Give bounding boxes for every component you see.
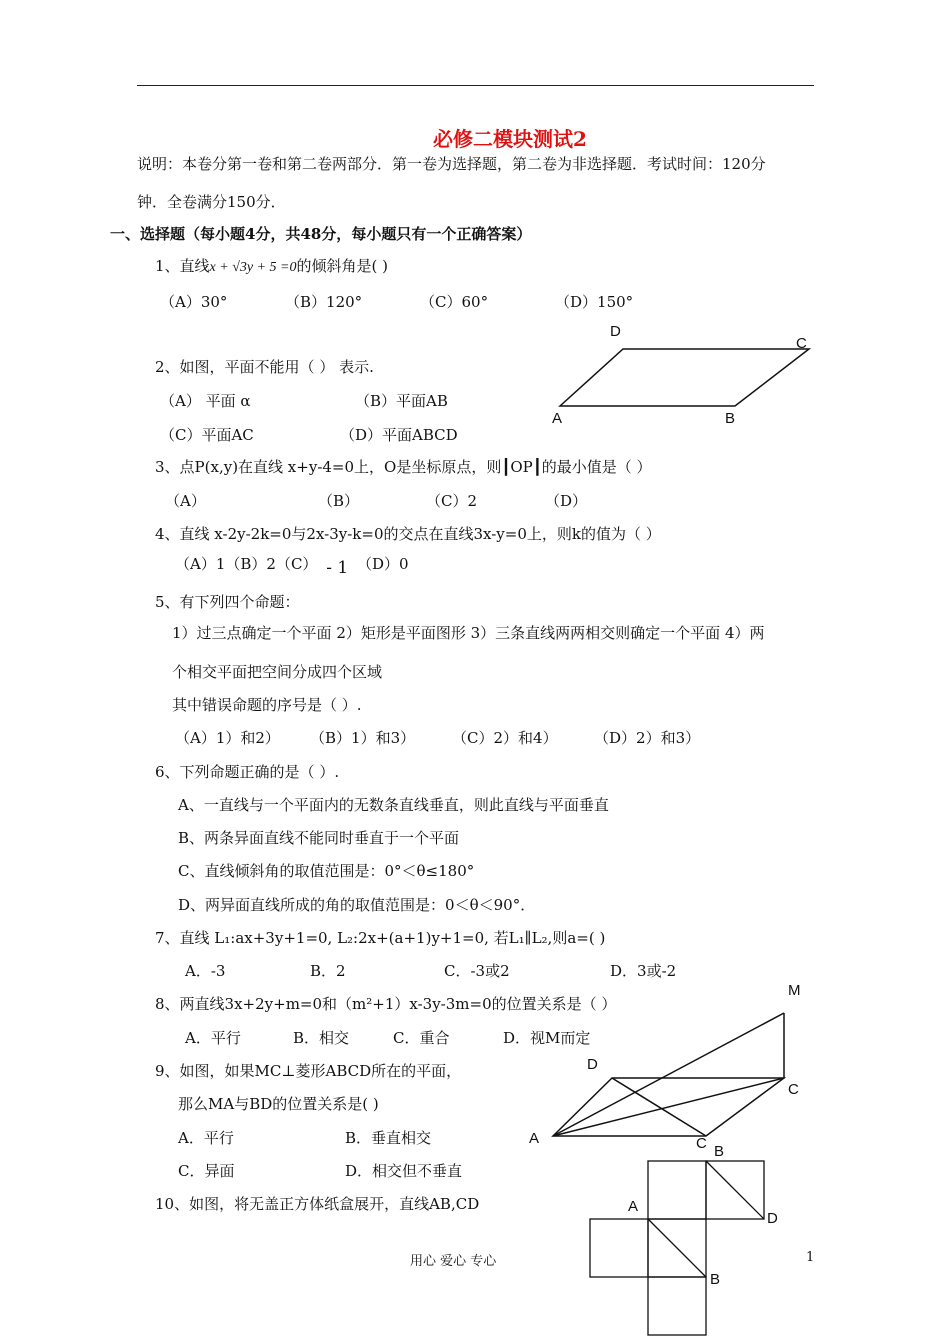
question-4-option-d: （D）0: [356, 555, 409, 573]
question-6-stem: 6、下列命题正确的是（ ）.: [155, 763, 340, 781]
question-5-option-d: （D）2）和3）: [594, 729, 701, 747]
question-3-option-d: （D）: [545, 492, 588, 510]
question-1-option-b: （B）120°: [285, 293, 363, 311]
question-8-option-d: D．视M而定: [503, 1029, 591, 1047]
question-7-option-b: B．2: [310, 962, 346, 980]
question-2-option-d: （D）平面ABCD: [340, 426, 458, 444]
question-9-option-d: D．相交但不垂直: [345, 1162, 463, 1180]
figure-9-label-c: C: [788, 1081, 799, 1098]
section-heading: 一、选择题（每小题4分，共48分，每小题只有一个正确答案）: [110, 225, 532, 243]
question-4-neg-one: - 1: [326, 558, 349, 578]
question-5-stem: 5、有下列四个命题：: [155, 593, 300, 611]
question-1-option-c: （C）60°: [420, 293, 489, 311]
footer-motto: 用心 爱心 专心: [410, 1254, 497, 1269]
question-2-stem: 2、如图，平面不能用（ ） 表示.: [155, 358, 374, 376]
segment-bd: [612, 1078, 706, 1136]
question-9-stem-1: 9、如图，如果MC⊥菱形ABCD所在的平面，: [155, 1062, 462, 1080]
question-7-option-a: A．-3: [185, 962, 226, 980]
question-4-options: [175, 553, 409, 578]
question-1-suffix: 的倾斜角是( ): [296, 257, 388, 275]
question-10-figure: [580, 1140, 800, 1344]
figure-10-label-a: A: [628, 1198, 639, 1215]
figure-10-label-b: B: [710, 1271, 721, 1288]
figure-9-label-a: A: [529, 1130, 540, 1147]
question-7-stem: 7、直线 L₁:ax+3y+1=0, L₂:2x+(a+1)y+1=0, 若L₁∥L₂,则a=( ): [155, 929, 606, 947]
figure-10-label-b-top: B: [714, 1143, 725, 1160]
question-2-option-b: （B）平面AB: [355, 392, 448, 410]
net-square-top-left: [648, 1161, 706, 1219]
question-6-option-c: C、直线倾斜角的取值范围是：0°＜θ≤180°: [178, 862, 475, 880]
question-9-figure: [520, 975, 820, 1165]
figure-2-label-d: D: [610, 323, 621, 340]
question-1-option-a: （A）30°: [160, 293, 228, 311]
question-9-stem-2: 那么MA与BD的位置关系是( ): [178, 1095, 379, 1113]
question-5-option-b: （B）1）和3）: [310, 729, 416, 747]
question-9-option-a: A．平行: [178, 1129, 234, 1147]
page-number: 1: [806, 1250, 815, 1265]
question-5-option-a: （A）1）和2）: [175, 729, 280, 747]
question-1-stem: [155, 255, 388, 276]
question-2-option-c: （C）平面AC: [160, 426, 254, 444]
question-2-option-a: （A） 平面 α: [160, 392, 251, 410]
question-6-option-d: D、两异面直线所成的角的取值范围是：0＜θ＜90°．: [178, 896, 536, 914]
segment-ac: [553, 1078, 784, 1136]
intro-line-1: 说明：本卷分第一卷和第二卷两部分．第一卷为选择题，第二卷为非选择题．考试时间：120分: [137, 155, 766, 173]
net-diagonal-cd: [706, 1161, 764, 1219]
question-1-option-d: （D）150°: [555, 293, 634, 311]
question-10-stem: 10、如图，将无盖正方体纸盒展开，直线AB,CD: [155, 1195, 480, 1213]
question-3-stem: 3、点P(x,y)在直线 x+y-4=0上，O是坐标原点，则┃OP┃的最小值是（ ）: [155, 458, 652, 476]
figure-2-label-b: B: [725, 410, 736, 427]
question-3-option-c: （C）2: [426, 492, 478, 510]
question-4-stem: 4、直线 x-2y-2k=0与2x-3y-k=0的交点在直线3x-y=0上，则k的值为（ ）: [155, 525, 661, 543]
question-3-option-a: （A）: [165, 492, 206, 510]
page-title: 必修二模块测试2: [433, 127, 587, 151]
question-6-option-a: A、一直线与一个平面内的无数条直线垂直，则此直线与平面垂直: [178, 796, 609, 814]
net-square-bottom: [648, 1277, 706, 1335]
question-5-line-3: 其中错误命题的序号是（ ）.: [172, 696, 362, 714]
figure-9-label-d: D: [587, 1056, 598, 1073]
question-6-option-b: B、两条异面直线不能同时垂直于一个平面: [178, 829, 460, 847]
question-8-option-b: B．相交: [293, 1029, 350, 1047]
figure-9-label-c-lower: C: [696, 1135, 707, 1152]
figure-2-label-a: A: [552, 410, 563, 427]
figure-9-label-m: M: [788, 982, 801, 999]
net-diagonal-ab: [648, 1219, 706, 1277]
parallelogram-shape: [560, 349, 809, 406]
question-8-option-c: C．重合: [393, 1029, 450, 1047]
question-1-formula: x + √3y + 5 =0: [209, 260, 297, 275]
question-4-options-abc: （A）1（B）2（C）: [175, 555, 318, 573]
question-1-prefix: 1、直线: [155, 257, 210, 275]
question-5-line-1: 1）过三点确定一个平面 2）矩形是平面图形 3）三条直线两两相交则确定一个平面 4）两: [172, 624, 765, 642]
segment-ma: [553, 1013, 784, 1136]
figure-10-label-d: D: [767, 1210, 778, 1227]
question-7-option-c: C．-3或2: [444, 962, 510, 980]
question-3-option-b: （B）: [318, 492, 360, 510]
question-8-stem: 8、两直线3x+2y+m=0和（m²+1）x-3y-3m=0的位置关系是（ ）: [155, 995, 617, 1013]
question-2-figure: [540, 315, 820, 430]
question-7-option-d: D．3或-2: [610, 962, 677, 980]
net-square-mid-left: [590, 1219, 648, 1277]
question-9-option-b: B．垂直相交: [345, 1129, 432, 1147]
question-8-option-a: A．平行: [185, 1029, 241, 1047]
question-9-option-c: C．异面: [178, 1162, 235, 1180]
figure-2-label-c: C: [796, 335, 807, 352]
question-5-option-c: （C）2）和4）: [452, 729, 558, 747]
question-5-line-2: 个相交平面把空间分成四个区域: [172, 663, 383, 681]
intro-line-2: 钟．全卷满分150分．: [137, 193, 286, 211]
header-rule: [137, 85, 814, 86]
